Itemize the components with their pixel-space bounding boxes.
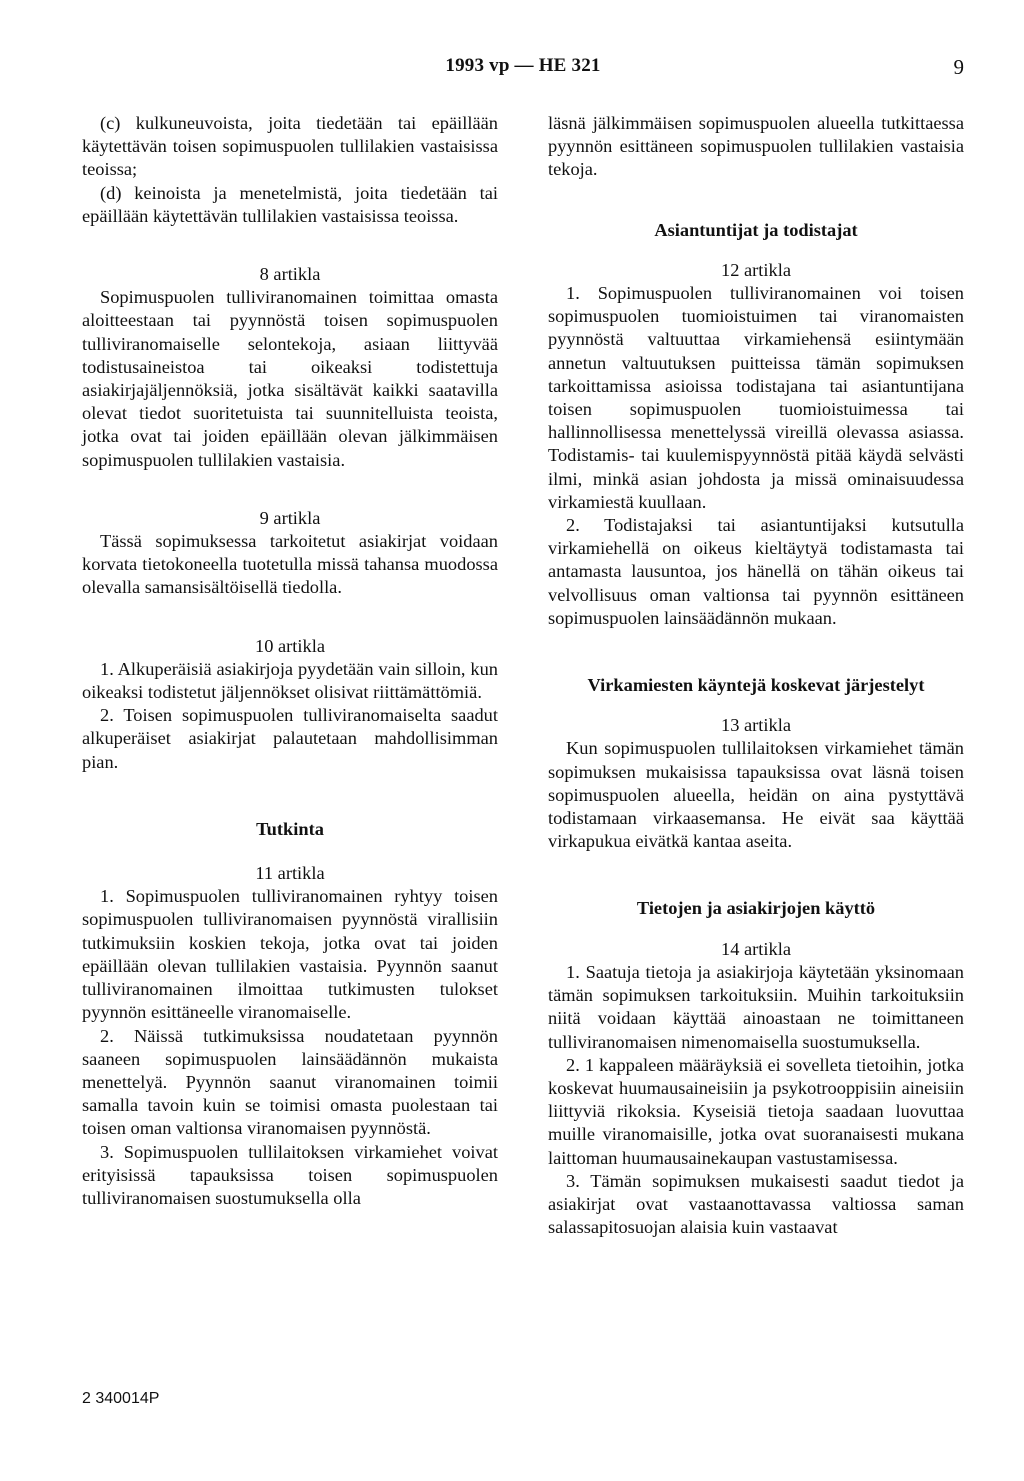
- article-9-title: 9 artikla: [259, 507, 321, 528]
- right-column: [548, 112, 964, 1239]
- article-11-title: 11 artikla: [255, 863, 325, 884]
- article-8-text: Sopimuspuolen tulliviranomainen toimittaa omasta aloitteestaan tai pyynnöstä toisen sopimuspuolen tulliviranomaiselle selontekoja, asiaan liittyvää todistusaineistoa tai oikeaksi todistettuja asiakirjajäljennöksiä, jotka sisältävät kaikki saatavilla olevat tiedot suoritetuista tai suunnitelluista teoista, jotka ovat tai joiden epäillään olevan jälkimmäisen sopimuspuolen tullilakien vastaisia.: [82, 287, 498, 470]
- article-10-title: 10 artikla: [255, 635, 325, 656]
- article-9-text: Tässä sopimuksessa tarkoitetut asiakirjat voidaan korvata tietokoneella tuotetulla missä tahansa muodossa olevalla samansisältöisellä tiedolla.: [82, 531, 498, 598]
- article-13-text: Kun sopimuspuolen tullilaitoksen virkamiehet tämän sopimuksen mukaisissa tapauksissa ovat läsnä toisen sopimuspuolen alueella, heidän on aina pystyttävä todistamaan virkaasemansa. He eivät saa käyttää virkapukua eivätkä kantaa aseita.: [548, 738, 964, 852]
- item-d: (d) keinoista ja menetelmistä, joita tiedetään tai epäillään käytettävän tullilakien vastaisissa teoissa.: [82, 182, 498, 226]
- section-heading-tutkinta: Tutkinta: [256, 818, 324, 839]
- article-14-para-2: 2. 1 kappaleen määräyksiä ei sovelleta tietoihin, jotka koskevat huumausaineisiin ja psykotrooppisiin aineisiin liittyviä rikoksia. Kyseisiä tietoja saadaan luovuttaa muille viranomaisille, jotka ovat suoranaisesti mukana laittoman huumausainekaupan vastustamisessa.: [548, 1054, 964, 1168]
- article-12-para-1: 1. Sopimuspuolen tulliviranomainen voi toisen sopimuspuolen tuomioistuimen tai viranomaisten pyynnöstä valtuuttaa virkamiehensä esiintymään annetun valtuutuksen puitteissa tämän sopimuksen tarkoittamissa asioissa todistajana tai asiantuntijana toisen sopimuspuolen tuomioistuimessa tai hallinnollisessa menettelyssä vireillä olevassa asiassa. Todistamis- tai kuulemispyynnöstä pitää käydä selvästi ilmi, minkä asian johdosta ja missä ominaisuudessa virkamiestä kuullaan.: [548, 283, 964, 512]
- left-column: [82, 112, 498, 1210]
- article-12-title: 12 artikla: [721, 259, 791, 280]
- article-10-para-1: 1. Alkuperäisiä asiakirjoja pyydetään vain silloin, kun oikeaksi todistetut jäljennökset olisivat riittämättömiä.: [82, 658, 498, 703]
- page-number: 9: [953, 55, 964, 79]
- continuation-text: läsnä jälkimmäisen sopimuspuolen alueella tutkittaessa pyynnön esittäneen sopimuspuolen tullilakien vastaisia tekoja.: [548, 113, 964, 180]
- page-header: [82, 55, 964, 85]
- article-14-para-3: 3. Tämän sopimuksen mukaisesti saadut tiedot ja asiakirjat ovat vastaanottavassa valtiossa saman salassapitosuojan alaisia kuin vastaavat: [548, 1170, 964, 1238]
- article-13-title: 13 artikla: [721, 715, 791, 736]
- article-14-title: 14 artikla: [721, 938, 791, 959]
- section-heading-virkamiesten: Virkamiesten käyntejä koskevat järjestelyt: [587, 675, 925, 696]
- footer-code: 2 340014P: [82, 1390, 160, 1407]
- article-11-para-2: 2. Näissä tutkimuksissa noudatetaan pyynnön saaneen sopimuspuolen lainsäädännön mukaista menettelyä. Pyynnön saanut viranomainen toimii samalla tavoin kuin se toimisi omasta puolestaan tai toisen oman valtionsa viranomaisen pyynnöstä.: [82, 1025, 498, 1139]
- article-12-para-2: 2. Todistajaksi tai asiantuntijaksi kutsutulla virkamiehellä on oikeus kieltäytyä todistamasta tai antamasta lausuntoa, jos hänellä on tähän oikeus tai velvollisuus oman valtionsa tai pyynnön esittäneen sopimuspuolen lainsäädännön mukaan.: [548, 515, 964, 628]
- section-heading-asiantuntijat: Asiantuntijat ja todistajat: [654, 219, 858, 240]
- article-11-para-3: 3. Sopimuspuolen tullilaitoksen virkamiehet voivat erityisissä tapauksissa toisen sopimuspuolen tulliviranomaisen suostumuksella olla: [82, 1141, 498, 1208]
- section-heading-tietojen: Tietojen ja asiakirjojen käyttö: [636, 898, 876, 919]
- article-8-title: 8 artikla: [259, 264, 321, 285]
- article-14-para-1: 1. Saatuja tietoja ja asiakirjoja käytetään yksinomaan tämän sopimuksen tarkoituksiin. Muihin tarkoituksiin niitä voidaan käyttää ainoastaan ne toimittaneen tulliviranomaisen nimenomaisella suostumuksella.: [548, 961, 964, 1052]
- article-11-para-1: 1. Sopimuspuolen tulliviranomainen ryhtyy toisen sopimuspuolen tulliviranomaisen pyynnöstä virallisiin tutkimuksiin koskien tekoja, jotka ovat tai joiden epäillään olevan tullilakien vastaisia. Pyynnön saanut tulliviranomainen ilmoittaa tutkimusten tulokset pyynnön esittäneelle viranomaiselle.: [82, 886, 498, 1023]
- article-10-para-2: 2. Toisen sopimuspuolen tulliviranomaiselta saadut alkuperäiset asiakirjat palautetaan mahdollisimman pian.: [82, 705, 498, 772]
- item-c: (c) kulkuneuvoista, joita tiedetään tai epäillään käytettävän toisen sopimuspuolen tullilakien vastaisissa teoissa;: [82, 113, 498, 180]
- document-title: 1993 vp — HE 321: [445, 55, 601, 76]
